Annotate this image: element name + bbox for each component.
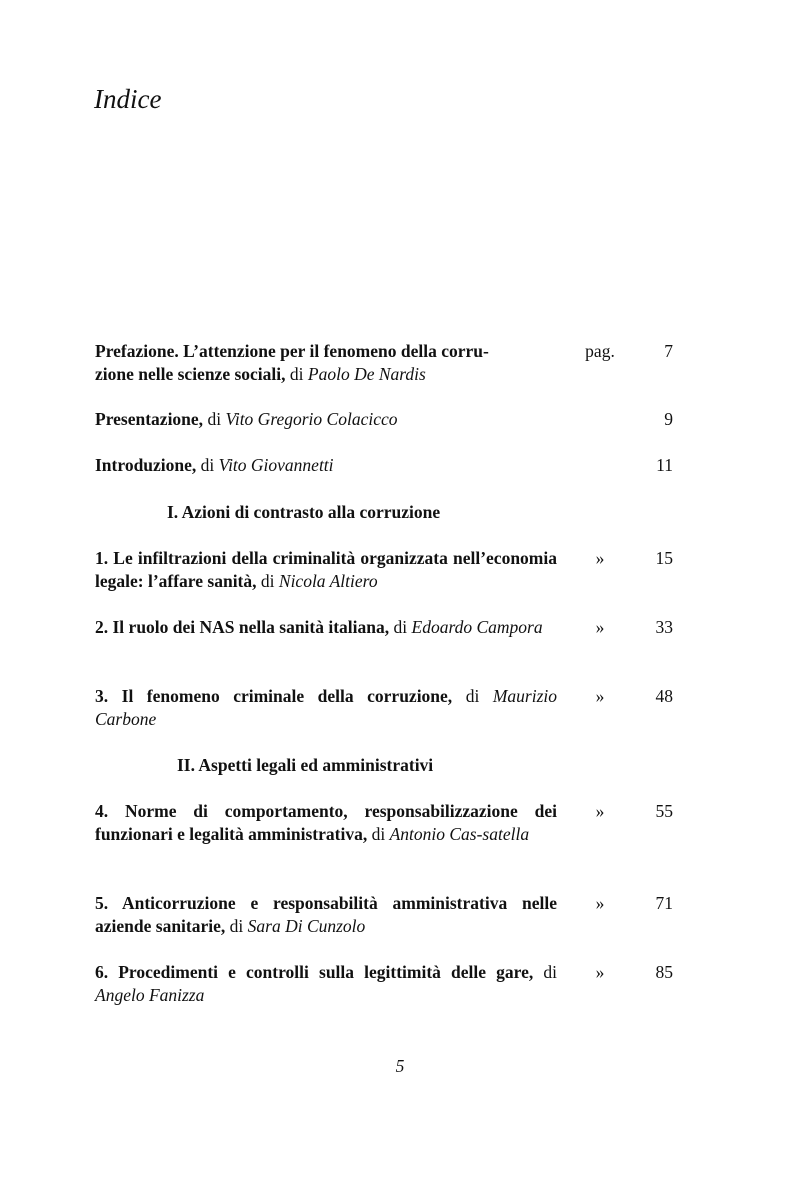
toc-entry-title: 2. Il ruolo dei NAS nella sanità italiana, xyxy=(95,617,390,637)
toc-entry-title: 6. Procedimenti e controlli sulla legittimità delle gare, xyxy=(95,962,534,982)
toc-ditto-mark: » xyxy=(595,548,605,568)
toc-entry-author: Nicola Altiero xyxy=(278,571,378,591)
toc-entry-text: 5. Anticorruzione e responsabilità amministrativa nelle aziende sanitarie, di Sara Di Cunzolo xyxy=(95,893,557,936)
toc-entry-author: Vito Gregorio Colacicco xyxy=(225,409,398,429)
toc-entry-text: 1. Le infiltrazioni della criminalità organizzata nell’economia legale: l’affare sanità, di Nicola Altiero xyxy=(95,548,557,591)
toc-entry-author: Paolo De Nardis xyxy=(307,364,426,384)
toc-ditto-mark: » xyxy=(595,893,605,913)
toc-ditto-mark: » xyxy=(595,801,605,821)
toc-entry-title: 3. Il fenomeno criminale della corruzione, xyxy=(95,686,453,706)
toc-page-number: 48 xyxy=(655,686,673,706)
page-title: Indice xyxy=(94,84,162,114)
section-heading-2: II. Aspetti legali ed amministrativi xyxy=(177,755,434,775)
toc-entry-text: Presentazione, di Vito Gregorio Colacicco xyxy=(95,409,398,429)
toc-entry-text: Prefazione. L’attenzione per il fenomeno della corru- zione nelle scienze sociali, di Paolo De Nardis xyxy=(95,341,489,384)
toc-entry-text: 3. Il fenomeno criminale della corruzione, di Maurizio Carbone xyxy=(95,686,557,729)
toc-entry-title: Prefazione. L’attenzione per il fenomeno della corru- xyxy=(95,341,489,361)
toc-entry-title: 4. Norme di comportamento, responsabilizzazione dei funzionari e legalità amministrativa, xyxy=(95,801,557,844)
toc-ditto-mark: » xyxy=(595,617,605,637)
toc-ditto-mark: » xyxy=(595,962,605,982)
toc-entry-text: 6. Procedimenti e controlli sulla legittimità delle gare, di Angelo Fanizza xyxy=(95,962,557,1005)
toc-page-number: 85 xyxy=(655,962,673,982)
toc-page-number: 9 xyxy=(664,409,673,429)
toc-entry-title-cont: zione nelle scienze sociali, xyxy=(95,364,286,384)
toc-page-number: 15 xyxy=(655,548,673,568)
toc-page-number: 71 xyxy=(655,893,673,913)
toc-entry-author: Edoardo Campora xyxy=(411,617,543,637)
toc-page-number: 11 xyxy=(656,455,673,475)
toc-ditto-mark: » xyxy=(595,686,605,706)
toc-entry-author: Vito Giovannetti xyxy=(218,455,334,475)
section-heading-1: I. Azioni di contrasto alla corruzione xyxy=(167,502,441,522)
toc-entry-title: 1. Le infiltrazioni della criminalità organizzata nell’economia legale: l’affare sanità, xyxy=(95,548,557,591)
toc-entry-author: Antonio Cas-satella xyxy=(389,824,530,844)
toc-page-number: 55 xyxy=(655,801,673,821)
toc-entry-author: Angelo Fanizza xyxy=(95,985,205,1005)
toc-entry-text: 2. Il ruolo dei NAS nella sanità italiana, di Edoardo Campora xyxy=(95,617,543,637)
toc-entry-title: Presentazione, xyxy=(95,409,204,429)
toc-entry-author: Sara Di Cunzolo xyxy=(247,916,366,936)
toc-page-number: 7 xyxy=(664,341,673,361)
toc-page-prefix: pag. xyxy=(585,341,615,361)
toc-entry-text: 4. Norme di comportamento, responsabilizzazione dei funzionari e legalità amministrativa, di Antonio Cas-satella xyxy=(95,801,557,844)
page-number-folio: 5 xyxy=(395,1056,405,1076)
toc-entry-author: Maurizio Carbone xyxy=(95,686,557,729)
toc-entry-text: Introduzione, di Vito Giovannetti xyxy=(95,455,334,475)
toc-entry-title: Introduzione, xyxy=(95,455,197,475)
toc-page-number: 33 xyxy=(655,617,673,637)
toc-entry-title: 5. Anticorruzione e responsabilità amministrativa nelle aziende sanitarie, xyxy=(95,893,557,936)
